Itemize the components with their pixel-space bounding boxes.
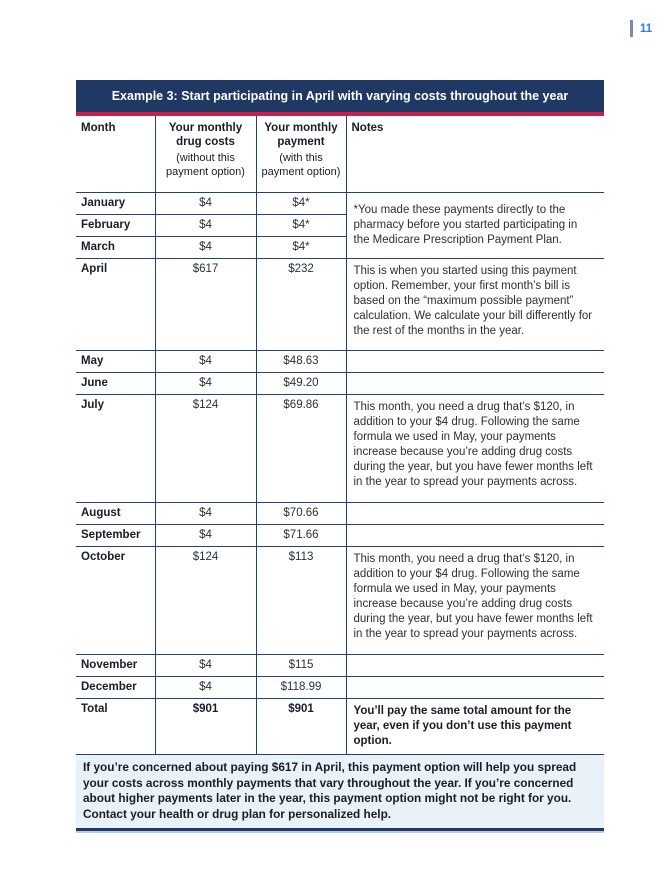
notes-cell-total: You’ll pay the same total amount for the year, even if you don’t use this payment option. <box>346 698 604 754</box>
payment-cell: $232 <box>256 258 346 350</box>
table-row-june <box>76 372 604 394</box>
notes-cell-empty <box>346 524 604 546</box>
notes-cell-empty <box>346 372 604 394</box>
notes-cell-empty <box>346 676 604 698</box>
table-row-august <box>76 502 604 524</box>
month-cell: December <box>76 676 155 698</box>
payment-cell: $113 <box>256 546 346 654</box>
payment-cell: $70.66 <box>256 502 346 524</box>
month-cell: November <box>76 654 155 676</box>
month-cell: September <box>76 524 155 546</box>
drug-cost-cell: $4 <box>155 654 256 676</box>
table-row-july <box>76 394 604 502</box>
month-cell: Total <box>76 698 155 754</box>
payment-cell: $4* <box>256 192 346 214</box>
example-title: Example 3: Start participating in April with varying costs throughout the year <box>111 89 569 103</box>
month-cell: July <box>76 394 155 502</box>
month-cell: October <box>76 546 155 654</box>
header-payment-sub: (with this payment option) <box>261 151 341 179</box>
payment-table <box>76 116 604 754</box>
header-drug-costs-sub: (without this payment option) <box>166 151 245 179</box>
table-row-december <box>76 676 604 698</box>
drug-cost-cell: $124 <box>155 394 256 502</box>
notes-cell-october: This month, you need a drug that’s $120, in addition to your $4 drug. Following the same formula we used in May, your payments increase because you’re adding drug costs during the year, but you have fewer months left in the year to spread your payments across. <box>346 546 604 654</box>
payment-cell: $118.99 <box>256 676 346 698</box>
table-row-april <box>76 258 604 350</box>
page-number-text: 11 <box>640 22 653 35</box>
drug-cost-cell: $4 <box>155 524 256 546</box>
page-number <box>630 20 652 37</box>
table-row-january <box>76 192 604 214</box>
payment-cell: $69.86 <box>256 394 346 502</box>
drug-cost-cell: $4 <box>155 236 256 258</box>
example-title-bar <box>76 80 604 112</box>
drug-cost-cell: $617 <box>155 258 256 350</box>
table-row-total <box>76 698 604 754</box>
payment-cell: $4* <box>256 236 346 258</box>
payment-cell: $4* <box>256 214 346 236</box>
month-cell: January <box>76 192 155 214</box>
notes-cell-april: This is when you started using this payment option. Remember, your first month’s bill is based on the “maximum possible payment” calculation. We calculate your bill differently for the rest of the months in the year. <box>346 258 604 350</box>
month-cell: March <box>76 236 155 258</box>
month-cell: August <box>76 502 155 524</box>
notes-cell-empty <box>346 350 604 372</box>
drug-cost-cell: $4 <box>155 192 256 214</box>
notes-cell-jan-mar: *You made these payments directly to the pharmacy before you started participating in the Medicare Prescription Payment Plan. <box>346 192 604 258</box>
drug-cost-cell: $124 <box>155 546 256 654</box>
page-number-divider <box>630 20 633 37</box>
table-row-november <box>76 654 604 676</box>
payment-cell: $71.66 <box>256 524 346 546</box>
drug-cost-cell: $4 <box>155 502 256 524</box>
payment-cell: $48.63 <box>256 350 346 372</box>
notes-cell-empty <box>346 654 604 676</box>
month-cell: May <box>76 350 155 372</box>
header-payment <box>256 116 346 192</box>
table-header-row <box>76 116 604 192</box>
header-notes: Notes <box>346 116 604 192</box>
page-content <box>76 80 604 831</box>
header-drug-costs-main: Your monthly drug costs <box>168 122 243 149</box>
table-row-september <box>76 524 604 546</box>
table-row-october <box>76 546 604 654</box>
notes-cell-empty <box>346 502 604 524</box>
drug-cost-cell: $901 <box>155 698 256 754</box>
payment-cell: $49.20 <box>256 372 346 394</box>
drug-cost-cell: $4 <box>155 372 256 394</box>
month-cell: February <box>76 214 155 236</box>
drug-cost-cell: $4 <box>155 350 256 372</box>
payment-cell: $115 <box>256 654 346 676</box>
drug-cost-cell: $4 <box>155 214 256 236</box>
notes-cell-july: This month, you need a drug that’s $120, in addition to your $4 drug. Following the same formula we used in May, your payments increase because you’re adding drug costs during the year, but you have fewer months left in the year to spread your payments across. <box>346 394 604 502</box>
header-month: Month <box>76 116 155 192</box>
table-row-may <box>76 350 604 372</box>
month-cell: April <box>76 258 155 350</box>
header-drug-costs <box>155 116 256 192</box>
payment-cell: $901 <box>256 698 346 754</box>
drug-cost-cell: $4 <box>155 676 256 698</box>
callout-box: If you’re concerned about paying $617 in April, this payment option will help you spread your costs across monthly payments that vary throughout the year. If you’re concerned about higher payments later in the year, this payment option might not be right for you. Contact your health or drug plan for personalized help. <box>76 754 604 831</box>
month-cell: June <box>76 372 155 394</box>
header-payment-main: Your monthly payment <box>264 122 338 149</box>
